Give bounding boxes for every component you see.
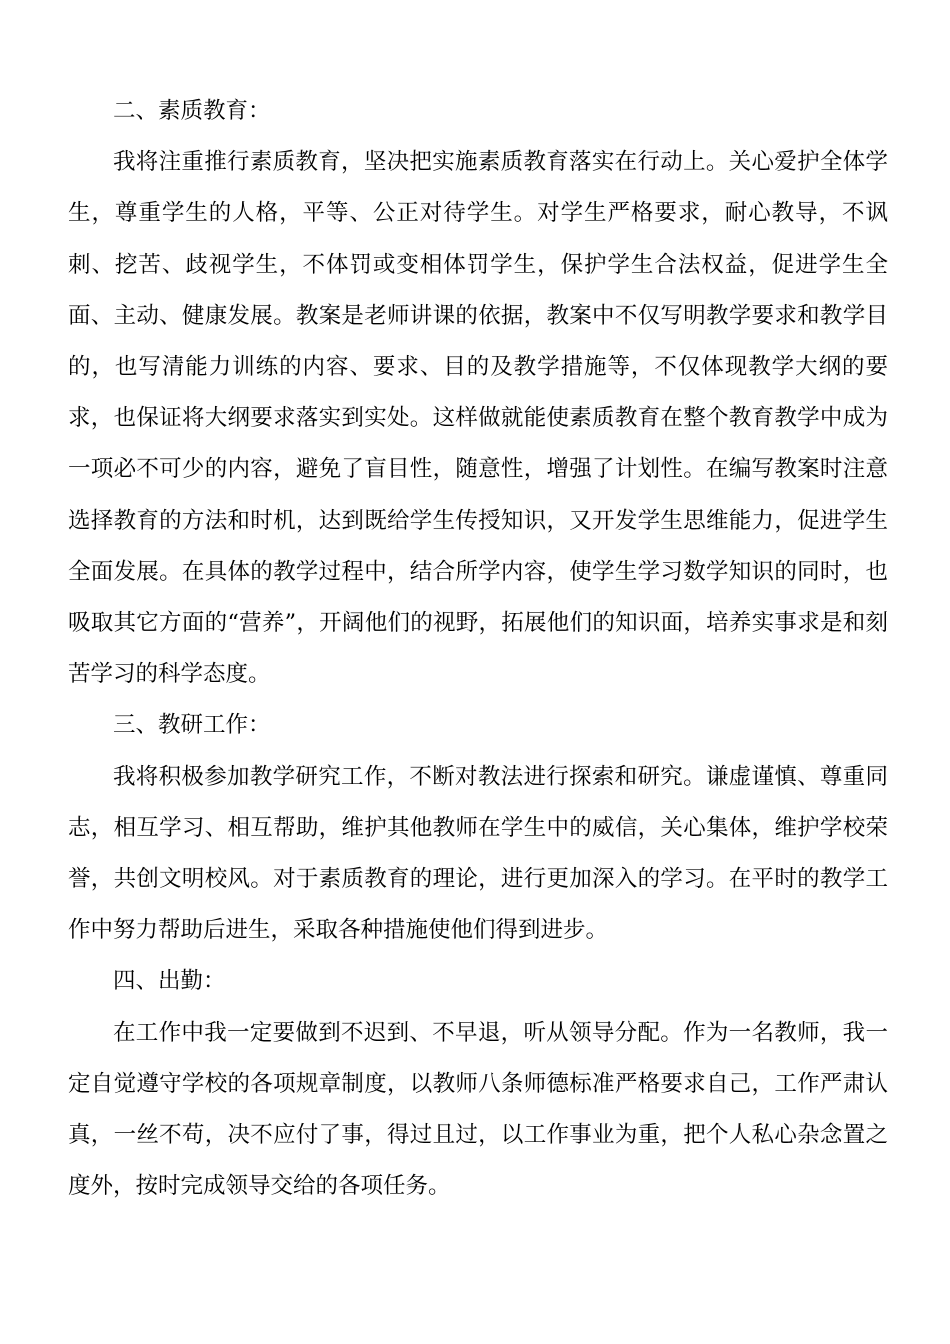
- section-heading-teaching-research: 三、教研工作：: [113, 712, 271, 739]
- section-heading-quality-education: 二、素质教育：: [113, 98, 271, 124]
- section-body-quality-education: 我将注重推行素质教育，坚决把实施素质教育落实在行动上。关心爱护全体学生，尊重学生的人格，平等、公正对待学生。对学生严格要求，耐心教导，不讽刺、挖苦、歧视学生，不体罚或变相体罚学生，保护学生合法权益，促进学生全面、主动、健康发展。教案是老师讲课的依据，教案中不仅写明教学要求和教学目的，也写清能力训练的内容、要求、目的及教学措施等，不仅体现教学大纲的要求，也保证将大纲要求落实到实处。这样做就能使素质教育在整个教育教学中成为一项必不可少的内容，避免了盲目性，随意性，增强了计划性。在编写教案时注意选择教育的方法和时机，达到既给学生传授知识，又开发学生思维能力，促进学生全面发展。在具体的教学过程中，结合所学内容，使学生学习数学知识的同时，也吸取其它方面的“营养”，开阔他们的视野，拓展他们的知识面，培养实事求是和刻苦学习的科学态度。: [68, 149, 888, 688]
- section-heading-attendance: 四、出勤：: [113, 968, 226, 995]
- section-body-attendance: 在工作中我一定要做到不迟到、不早退，听从领导分配。作为一名教师，我一定自觉遵守学校的各项规章制度，以教师八条师德标准严格要求自己，工作严肃认真，一丝不苟，决不应付了事，得过且过，以工作事业为重，把个人私心杂念置之度外，按时完成领导交给的各项任务。: [68, 1019, 888, 1200]
- section-body-teaching-research: 我将积极参加教学研究工作，不断对教法进行探索和研究。谦虚谨慎、尊重同志，相互学习、相互帮助，维护其他教师在学生中的威信，关心集体，维护学校荣誉，共创文明校风。对于素质教育的理论，进行更加深入的学习。在平时的教学工作中努力帮助后进生，采取各种措施使他们得到进步。: [68, 763, 888, 944]
- document-page: [68, 86, 888, 1212]
